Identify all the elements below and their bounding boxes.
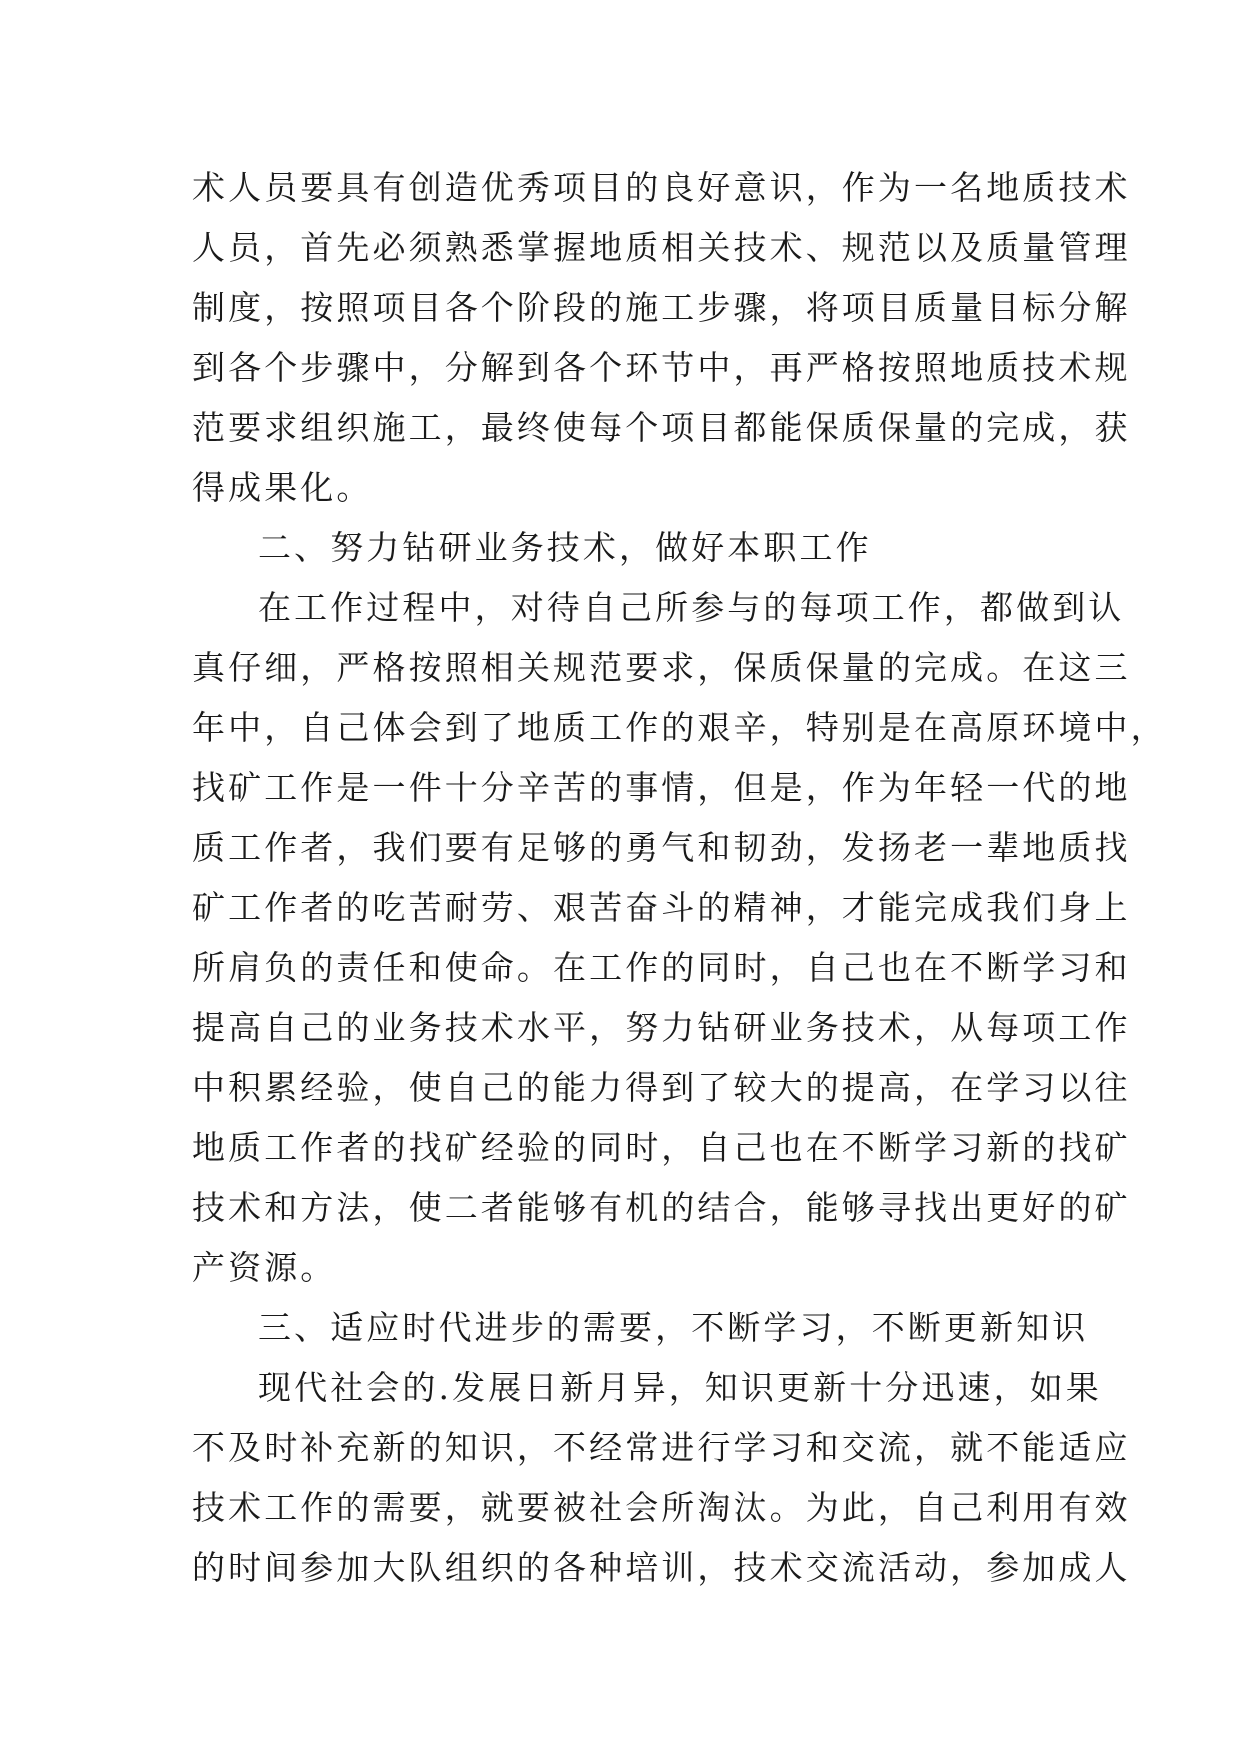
text-line: 地质工作者的找矿经验的同时，自己也在不断学习新的找矿 [192, 1128, 1131, 1167]
text-line: 术人员要具有创造优秀项目的良好意识，作为一名地质技术 [192, 168, 1131, 207]
text-line: 质工作者，我们要有足够的勇气和韧劲，发扬老一辈地质找 [192, 828, 1131, 867]
text-line: 范要求组织施工，最终使每个项目都能保质保量的完成，获 [192, 408, 1131, 447]
body-paragraph [192, 1358, 1131, 1598]
text-line: 中积累经验，使自己的能力得到了较大的提高，在学习以往 [192, 1068, 1131, 1107]
section-heading [192, 1298, 1089, 1358]
body-paragraph [192, 578, 1167, 1298]
text-line: 技术和方法，使二者能够有机的结合，能够寻找出更好的矿 [192, 1188, 1131, 1227]
text-line: 到各个步骤中，分解到各个环节中，再严格按照地质技术规 [192, 348, 1131, 387]
text-line: 制度，按照项目各个阶段的施工步骤，将项目质量目标分解 [192, 288, 1131, 327]
text-line: 矿工作者的吃苦耐劳、艰苦奋斗的精神，才能完成我们身上 [192, 888, 1131, 927]
text-line: 人员，首先必须熟悉掌握地质相关技术、规范以及质量管理 [192, 228, 1131, 267]
text-line: 所肩负的责任和使命。在工作的同时，自己也在不断学习和 [192, 948, 1131, 987]
text-line: 现代社会的.发展日新月异，知识更新十分迅速，如果 [258, 1368, 1102, 1407]
text-line: 找矿工作是一件十分辛苦的事情，但是，作为年轻一代的地 [192, 768, 1131, 807]
text-line: 不及时补充新的知识，不经常进行学习和交流，就不能适应 [192, 1428, 1131, 1467]
text-line: 技术工作的需要，就要被社会所淘汰。为此，自己利用有效 [192, 1488, 1131, 1527]
text-line: 的时间参加大队组织的各种培训，技术交流活动，参加成人 [192, 1548, 1131, 1587]
text-line: 提高自己的业务技术水平，努力钻研业务技术，从每项工作 [192, 1008, 1131, 1047]
body-paragraph [192, 158, 1131, 518]
text-line: 年中，自己体会到了地质工作的艰辛，特别是在高原环境中， [192, 708, 1167, 747]
section-heading [192, 518, 1054, 578]
text-line: 在工作过程中，对待自己所参与的每项工作，都做到认 [258, 588, 1125, 627]
text-line: 得成果化。 [192, 468, 373, 507]
document-body [192, 158, 1167, 1598]
heading-text: 三、适应时代进步的需要，不断学习，不断更新知识 [258, 1308, 1089, 1347]
text-line: 产资源。 [192, 1248, 337, 1287]
text-line: 真仔细，严格按照相关规范要求，保质保量的完成。在这三 [192, 648, 1131, 687]
heading-text: 二、努力钻研业务技术，做好本职工作 [258, 528, 872, 567]
